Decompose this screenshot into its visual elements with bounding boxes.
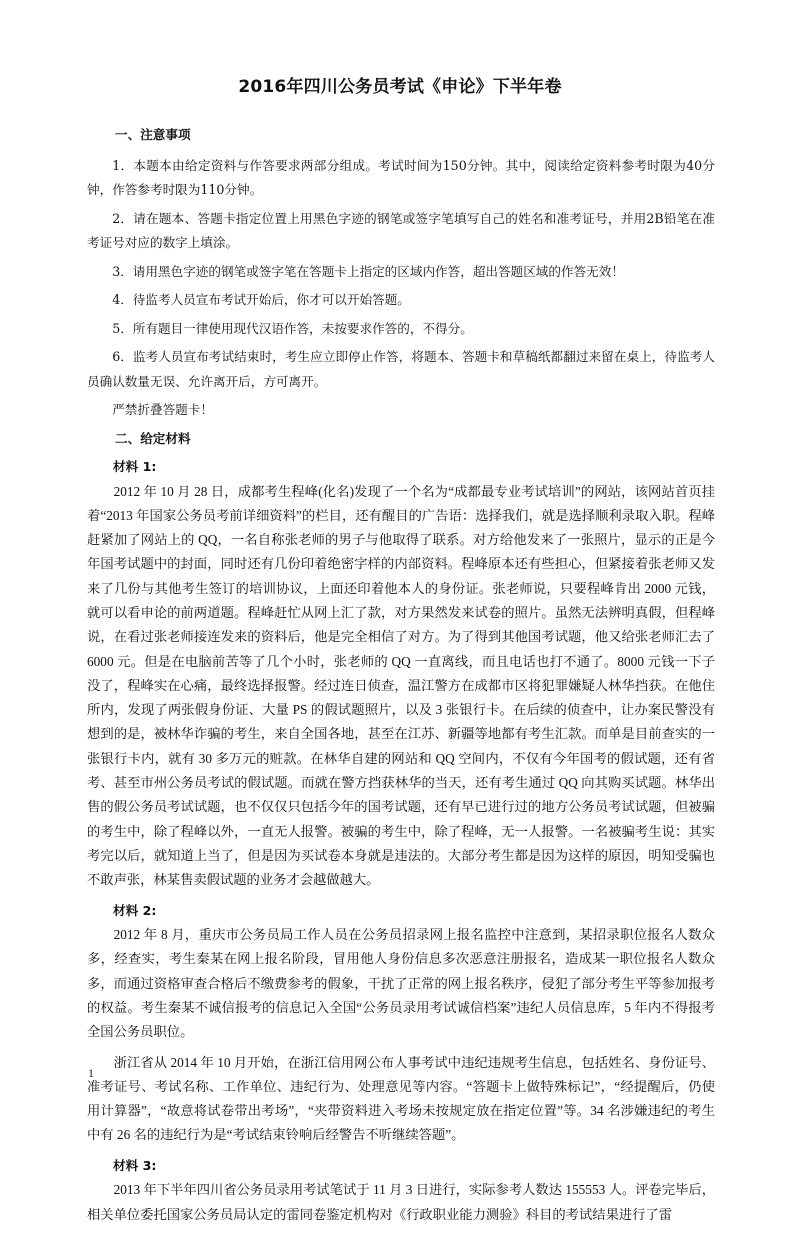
material-2-label: 材料 2: (113, 902, 157, 918)
note-item: 3．请用黑色字迹的钢笔或签字笔在答题卡上指定的区域内作答，超出答题区域的作答无效！ (112, 263, 624, 279)
note-item: 4．待监考人员宣布考试开始后，你才可以开始答题。 (112, 292, 410, 307)
note-item: 5．所有题目一律使用现代汉语作答，未按要求作答的，不得分。 (112, 320, 473, 336)
notes-section (87, 123, 715, 1233)
material-2-paragraph-2: 浙江省从 2014 年 10 月开始，在浙江信用网公布人事考试中违纪违规考生信息，包括姓名、身份证号、准考证号、考试名称、工作单位、违纪行为、处理意见等内容。“答题卡上做特殊标记”，“经提醒后，仍使用计算器”，“故意将试卷带出考场”，“夹带资料进入考场未按规定放在指定位置”等。34 名涉嫌违纪的考生中有 26 名的违纪行为是“考试结束铃响后经警告不听继续答题”。 (87, 1054, 715, 1143)
section-heading-materials: 二、给定材料 (115, 430, 191, 446)
material-1-label: 材料 1: (113, 459, 157, 474)
note-item: 6．监考人员宣布考试结束时，考生应立即停止作答，将题本、答题卡和草稿纸都翻过来留在桌上，待监考人员确认数量无误、允许离开后，方可离开。 (87, 349, 715, 389)
warning-text: 严禁折叠答题卡！ (112, 402, 213, 417)
section-heading-notes: 一、注意事项 (115, 127, 191, 142)
material-3-label: 材料 3: (113, 1157, 157, 1173)
note-item: 1．本题本由给定资料与作答要求两部分组成。考试时间为150分钟。其中，阅读给定资料参考时限为40分钟，作答参考时限为110分钟。 (87, 157, 715, 197)
document-title: 2016年四川公务员考试《申论》下半年卷 (238, 77, 562, 97)
material-2-paragraph-1: 2012 年 8 月，重庆市公务员局工作人员在公务员招录网上报名监控中注意到，某招录职位报名人数众多，经查实，考生秦某在网上报名阶段，冒用他人身份信息多次恶意注册报名，造成某一职位报名人数众多，而通过资格审查合格后不缴费参考的假象，干扰了正常的网上报名秩序，侵犯了部分考生平等参加报考的权益。考生秦某不诚信报考的信息记入全国“公务员录用考试诚信档案”违纪人员信息库，5 年内不得报考全国公务员职位。 (87, 927, 715, 1040)
material-3-text: 2013 年下半年四川省公务员录用考试笔试于 11 月 3 日进行，实际参考人数达 155553 人。评卷完毕后，相关单位委托国家公务员局认定的雷同卷鉴定机构对《行政职业能力测验》科目的考试结果进行了雷 (87, 1182, 715, 1222)
material-1-text: 2012 年 10 月 28 日，成都考生程峰(化名)发现了一个名为“成都最专业考试培训”的网站，该网站首页挂着“2013 年国家公务员考前详细资料”的栏目，还有醒目的广告语：选择我们，就是选择顺利录取入职。程峰赶紧加了网站上的 QQ，一名自称张老师的男子与他取得了联系。对方给他发来了一张照片，显示的正是今年国考试题中的封面，同时还有几份印着绝密字样的内部资料。程峰原本还有些担心，但紧接着张老师又发来了几份与其他考生签订的培训协议，上面还印着他本人的身份证。张老师说，只要程峰肯出 2000 元钱，就可以看申论的前两道题。程峰赶忙从网上汇了款，对方果然发来试卷的照片。虽然无法辨明真假，但程峰说，在看过张老师接连发来的资料后，他是完全相信了对方。为了得到其他国考试题，他又给张老师汇去了 6000 元。但是在电脑前苦等了几个小时，张老师的 QQ 一直离线，而且电话也打不通了。8000 元钱一下子没了，程峰实在心痛，最终选择报警。经过连日侦查，温江警方在成都市区将犯罪嫌疑人林华挡获。在他住所内，发现了两张假身份证、大量 PS 的假试题照片，以及 3 张银行卡。在后续的侦查中，让办案民警没有想到的是，被林华诈骗的考生，来自全国各地，甚至在江苏、新疆等地都有考生汇款。而单是目前查实的一张银行卡内，就有 30 多万元的赃款。在林华自建的网站和 QQ 空间内，不仅有今年国考的假试题，还有省考、甚至市州公务员考试的假试题。而就在警方挡获林华的当天，还有考生通过 QQ 向其购买试题。林华出售的假公务员考试试题，也不仅仅只包括今年的国考试题，还有早已进行过的地方公务员考试试题，但被骗的考生中，除了程峰以外，一直无人报警。被骗的考生中，除了程峰，无一人报警。一名被骗考生说：其实考完以后，就知道上当了，但是因为买试卷本身就是违法的。大部分考生都是因为这样的原因，明知受骗也不敢声张，林某售卖假试题的业务才会越做越大。 (87, 483, 715, 888)
note-item: 2．请在题本、答题卡指定位置上用黑色字迹的钢笔或签字笔填写自己的姓名和准考证号，并用2B铅笔在准考证号对应的数字上填涂。 (87, 210, 715, 250)
page-number: 1 (88, 1066, 94, 1080)
